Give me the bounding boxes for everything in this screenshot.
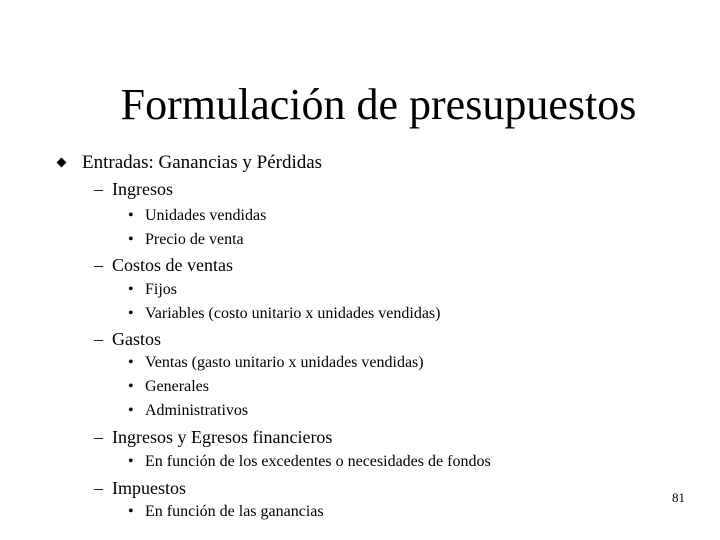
group-heading-impuestos [94, 477, 186, 499]
list-item [128, 206, 266, 226]
list-item-text: Unidades vendidas [145, 207, 267, 224]
page-number: 81 [672, 490, 685, 505]
list-item-text: Fijos [145, 281, 178, 298]
group-label: Ingresos y Egresos financieros [112, 427, 333, 447]
dot-bullet: • [128, 503, 134, 520]
group-heading-financieros [94, 426, 332, 448]
dot-bullet: • [128, 281, 134, 298]
list-item [128, 377, 209, 397]
group-label: Costos de ventas [112, 255, 233, 275]
group-heading-gastos [94, 328, 161, 350]
list-item [128, 401, 248, 421]
diamond-bullet-icon [57, 158, 67, 168]
dash-bullet: – [94, 255, 103, 275]
dot-bullet: • [128, 354, 134, 371]
dash-bullet: – [94, 179, 103, 199]
dot-bullet: • [128, 402, 134, 419]
dash-bullet: – [94, 329, 103, 349]
group-label: Gastos [112, 329, 161, 349]
list-item-text: Administrativos [145, 402, 249, 419]
group-heading-costos [94, 254, 233, 276]
dot-bullet: • [128, 231, 134, 248]
dash-bullet: – [94, 478, 103, 498]
list-item [128, 502, 324, 522]
list-item-text: En función de las ganancias [145, 503, 324, 520]
group-label: Ingresos [112, 179, 173, 199]
list-item-text: En función de los excedentes o necesidades de fondos [145, 453, 491, 470]
dot-bullet: • [128, 378, 134, 395]
group-label: Impuestos [112, 478, 186, 498]
list-item [128, 280, 177, 300]
list-item [128, 452, 491, 472]
section-heading [55, 152, 322, 174]
list-item-text: Generales [145, 378, 209, 395]
dash-bullet: – [94, 427, 103, 447]
list-item [128, 304, 440, 324]
dot-bullet: • [128, 207, 134, 224]
dot-bullet: • [128, 305, 134, 322]
section-heading-label: Entradas: Ganancias y Pérdidas [82, 152, 323, 173]
list-item [128, 230, 244, 250]
dot-bullet: • [128, 453, 134, 470]
slide-title: Formulación de presupuestos [120, 80, 637, 129]
group-heading-ingresos [94, 178, 173, 200]
list-item [128, 353, 424, 373]
list-item-text: Ventas (gasto unitario x unidades vendidas) [145, 354, 424, 371]
list-item-text: Variables (costo unitario x unidades vendidas) [145, 305, 441, 322]
list-item-text: Precio de venta [145, 231, 244, 248]
